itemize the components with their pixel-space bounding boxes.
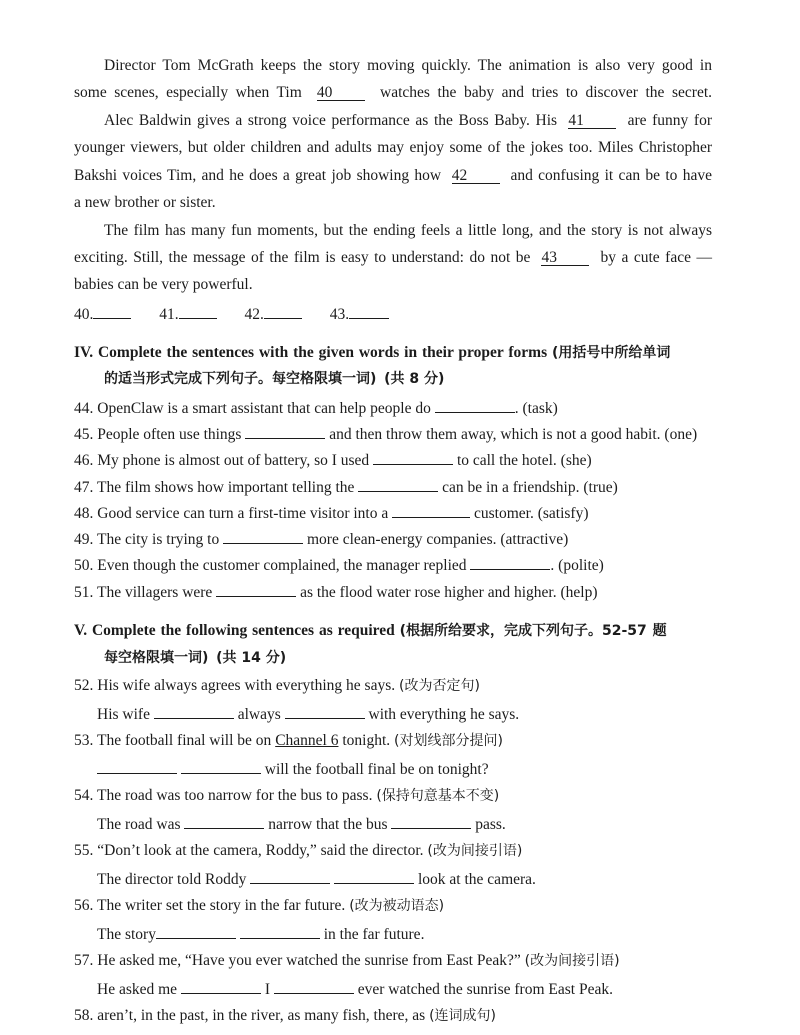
- answer-blank-56b[interactable]: [240, 923, 320, 939]
- answer-55: The director told Roddy look at the camera.: [97, 868, 712, 888]
- answer-line: 40. 41. 42. 43.: [74, 303, 712, 323]
- answer-blank-57a[interactable]: [181, 978, 261, 994]
- question-55: 55. “Don’t look at the camera, Roddy,” said the director. (改为间接引语): [74, 842, 523, 859]
- answer-57: He asked me I ever watched the sunrise from East Peak.: [97, 978, 712, 998]
- answer-blank-40[interactable]: [93, 303, 131, 319]
- answer-blank-53a[interactable]: [97, 758, 177, 774]
- passage-line: babies can be very powerful.: [74, 276, 253, 293]
- answer-blank-44[interactable]: [435, 397, 515, 413]
- question-44: 44. OpenClaw is a smart assistant that can help people do . (task): [74, 397, 712, 417]
- question-54: 54. The road was too narrow for the bus to pass. (保持句意基本不变): [74, 787, 500, 804]
- answer-blank-54a[interactable]: [184, 813, 264, 829]
- answer-blank-55b[interactable]: [334, 868, 414, 884]
- answer-blank-54b[interactable]: [391, 813, 471, 829]
- answer-blank-47[interactable]: [358, 476, 438, 492]
- answer-52: His wife always with everything he says.: [97, 703, 712, 723]
- question-47: 47. The film shows how important telling the can be in a friendship. (true): [74, 476, 712, 496]
- question-51: 51. The villagers were as the flood water rose higher and higher. (help): [74, 581, 712, 601]
- answer-blank-42[interactable]: [264, 303, 302, 319]
- question-57: 57. He asked me, “Have you ever watched the sunrise from East Peak?” (改为间接引语): [74, 952, 620, 969]
- question-56: 56. The writer set the story in the far future. (改为被动语态): [74, 897, 445, 914]
- answer-blank-48[interactable]: [392, 502, 470, 518]
- section-5-heading: V. Complete the following sentences as required (根据所给要求，完成下列句子。52-57 题: [74, 622, 667, 639]
- question-53: 53. The football final will be on Channel 6 tonight. (对划线部分提问): [74, 732, 503, 749]
- answer-blank-56a[interactable]: [156, 923, 236, 939]
- passage-line: a new brother or sister.: [74, 194, 216, 211]
- answer-blank-51[interactable]: [216, 581, 296, 597]
- passage-line: Bakshi voices Tim, and he does a great job showing how 42 and confusing it can be to have: [74, 167, 712, 184]
- blank-42[interactable]: 42: [452, 168, 500, 184]
- section-4-heading: IV. Complete the sentences with the given words in their proper forms (用括号中所给单词: [74, 344, 671, 361]
- answer-blank-52b[interactable]: [285, 703, 365, 719]
- blank-43[interactable]: 43: [541, 250, 589, 266]
- answer-blank-45[interactable]: [245, 423, 325, 439]
- passage-line: exciting. Still, the message of the film is easy to understand: do not be 43 by a cute face —: [74, 249, 712, 266]
- answer-blank-50[interactable]: [470, 554, 550, 570]
- passage-line: Alec Baldwin gives a strong voice performance as the Boss Baby. His 41 are funny for: [104, 112, 713, 129]
- question-50: 50. Even though the customer complained, the manager replied . (polite): [74, 554, 712, 574]
- answer-56: The story in the far future.: [97, 923, 712, 943]
- answer-blank-46[interactable]: [373, 449, 453, 465]
- question-46: 46. My phone is almost out of battery, so I used to call the hotel. (she): [74, 449, 712, 469]
- answer-blank-41[interactable]: [179, 303, 217, 319]
- question-49: 49. The city is trying to more clean-energy companies. (attractive): [74, 528, 712, 548]
- passage-line: The film has many fun moments, but the ending feels a little long, and the story is not always: [104, 222, 712, 239]
- question-45: 45. People often use things and then throw them away, which is not a good habit. (one): [74, 423, 712, 443]
- section-4-heading-line2: 的适当形式完成下列句子。每空格限填一词) (共 8 分): [104, 371, 445, 387]
- answer-blank-49[interactable]: [223, 528, 303, 544]
- answer-blank-52a[interactable]: [154, 703, 234, 719]
- blank-40[interactable]: 40: [317, 85, 365, 101]
- answer-54: The road was narrow that the bus pass.: [97, 813, 712, 833]
- answer-blank-57b[interactable]: [274, 978, 354, 994]
- answer-blank-43[interactable]: [349, 303, 389, 319]
- question-58: 58. aren’t, in the past, in the river, as many fish, there, as (连词成句): [74, 1007, 496, 1024]
- blank-41[interactable]: 41: [568, 113, 616, 129]
- answer-blank-53b[interactable]: [181, 758, 261, 774]
- passage-line: Director Tom McGrath keeps the story moving quickly. The animation is also very good in: [104, 57, 712, 74]
- answer-blank-55a[interactable]: [250, 868, 330, 884]
- section-5-heading-line2: 每空格限填一词) (共 14 分): [104, 650, 287, 666]
- passage-line: some scenes, especially when Tim 40 watches the baby and tries to discover the secret.: [74, 84, 713, 101]
- question-52: 52. His wife always agrees with everything he says. (改为否定句): [74, 677, 480, 694]
- answer-53: will the football final be on tonight?: [97, 758, 712, 778]
- question-48: 48. Good service can turn a first-time visitor into a customer. (satisfy): [74, 502, 712, 522]
- passage-line: younger viewers, but older children and adults may enjoy some of the jokes too. Miles Christopher: [74, 139, 712, 156]
